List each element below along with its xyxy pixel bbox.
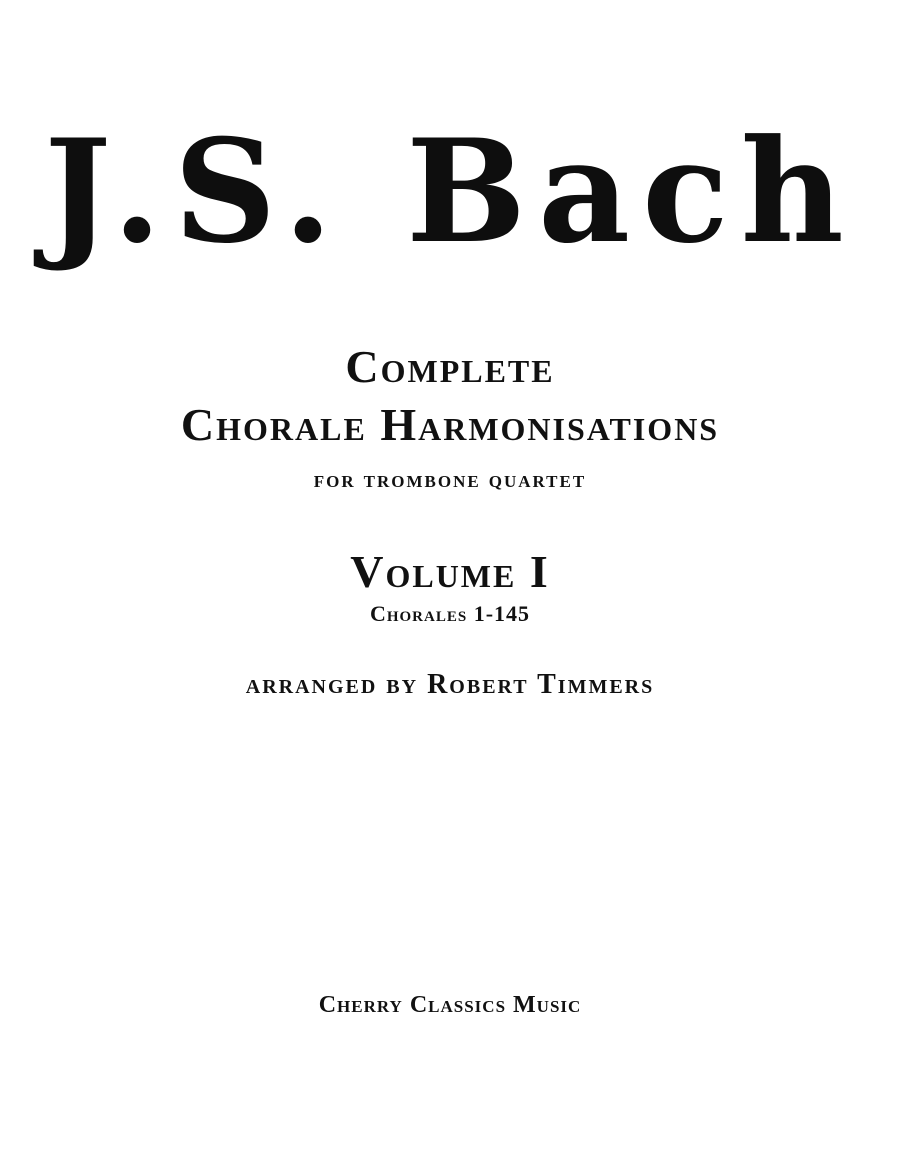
volume-label: Volume I	[350, 546, 550, 597]
arranger-credit: arranged by Robert Timmers	[245, 669, 655, 700]
publisher-name: Cherry Classics Music	[318, 992, 582, 1018]
title-line-1: Complete	[345, 341, 555, 392]
title-line-2: Chorale Harmonisations	[180, 399, 720, 450]
instrumentation: for trombone quartet	[313, 467, 587, 493]
composer-name: J.S. Bach	[44, 109, 856, 275]
chorale-range: Chorales 1-145	[369, 601, 531, 626]
